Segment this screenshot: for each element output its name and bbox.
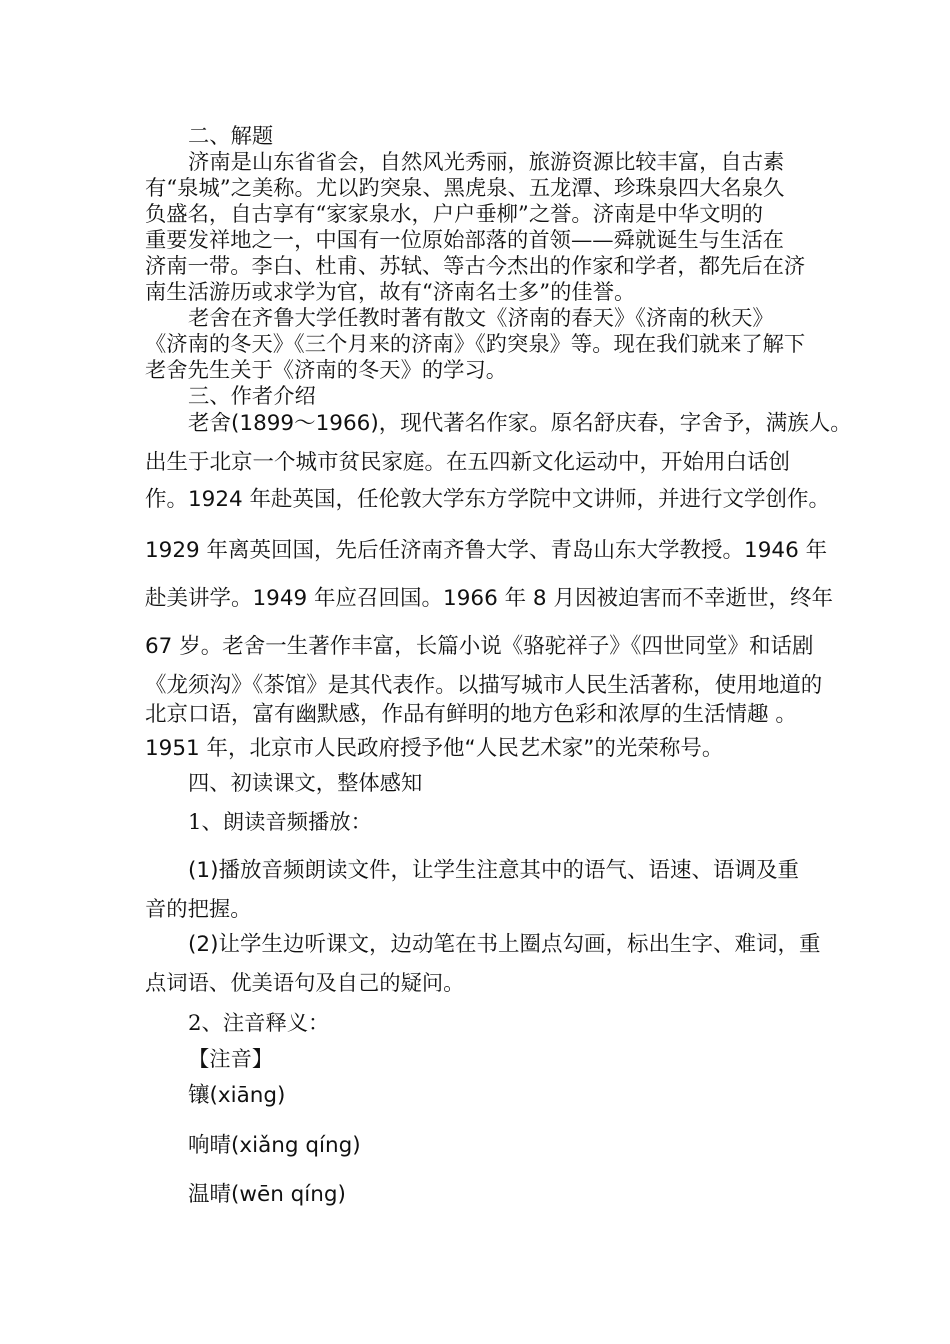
paragraph-line: 1951 年，北京市人民政府授予他“人民艺术家”的光荣称号。: [145, 736, 724, 761]
paragraph-line: 点词语、优美语句及自己的疑问。: [145, 971, 465, 996]
paragraph-line: 负盛名，自古享有“家家泉水，户户垂柳”之誉。济南是中华文明的: [145, 202, 764, 227]
list-item-heading: 1、朗读音频播放：: [188, 810, 372, 835]
paragraph-line: 老舍(1899～1966)，现代著名作家。原名舒庆春，字舍予，满族人。: [188, 411, 852, 436]
paragraph-line: 老舍先生关于《济南的冬天》的学习。: [145, 358, 508, 383]
paragraph-line: (1)播放音频朗读文件，让学生注意其中的语气、语速、语调及重: [188, 858, 799, 883]
paragraph-line: 济南是山东省省会，自然风光秀丽，旅游资源比较丰富，自古素: [188, 150, 785, 175]
paragraph-line: 北京口语，富有幽默感，作品有鲜明的地方色彩和浓厚的生活情趣 。: [145, 702, 797, 727]
paragraph-line: 重要发祥地之一，中国有一位原始部落的首领——舜就诞生与生活在: [145, 228, 784, 253]
list-item-heading: 2、注音释义：: [188, 1011, 330, 1036]
pinyin-word: 镶(xiāng): [188, 1083, 286, 1108]
paragraph-line: 出生于北京一个城市贫民家庭。在五四新文化运动中，开始用白话创: [145, 450, 791, 475]
paragraph-line: 有“泉城”之美称。尤以趵突泉、黑虎泉、五龙潭、珍珠泉四大名泉久: [145, 176, 785, 201]
pinyin-word: 温晴(wēn qíng): [188, 1182, 346, 1207]
paragraph-line: 济南一带。李白、杜甫、苏轼、等古今杰出的作家和学者，都先后在济: [145, 254, 806, 279]
note-label: 【注音】: [188, 1047, 274, 1072]
paragraph-line: 老舍在齐鲁大学任教时著有散文《济南的春天》《济南的秋天》: [188, 306, 774, 331]
paragraph-line: 作。1924 年赴英国，任伦敦大学东方学院中文讲师，并进行文学创作。: [145, 487, 831, 512]
paragraph-line: 《龙须沟》《茶馆》是其代表作。以描写城市人民生活著称，使用地道的: [145, 673, 823, 698]
paragraph-line: 赴美讲学。1949 年应召回国。1966 年 8 月因被迫害而不幸逝世，终年: [145, 586, 833, 611]
paragraph-line: 音的把握。: [145, 897, 252, 922]
paragraph-line: (2)让学生边听课文，边动笔在书上圈点勾画，标出生字、难词，重: [188, 932, 821, 957]
paragraph-line: 《济南的冬天》《三个月来的济南》《趵突泉》等。现在我们就来了解下: [145, 332, 806, 357]
section-heading-reading: 四、初读课文，整体感知: [188, 771, 423, 796]
pinyin-word: 响晴(xiǎng qíng): [188, 1133, 361, 1158]
paragraph-line: 67 岁。老舍一生著作丰富，长篇小说《骆驼祥子》《四世同堂》和话剧: [145, 634, 814, 659]
paragraph-line: 1929 年离英回国，先后任济南齐鲁大学、青岛山东大学教授。1946 年: [145, 538, 828, 563]
section-heading-jieti: 二、解题: [188, 124, 274, 149]
paragraph-line: 南生活游历或求学为官，故有“济南名士多”的佳誉。: [145, 280, 636, 305]
section-heading-author: 三、作者介绍: [188, 384, 316, 409]
